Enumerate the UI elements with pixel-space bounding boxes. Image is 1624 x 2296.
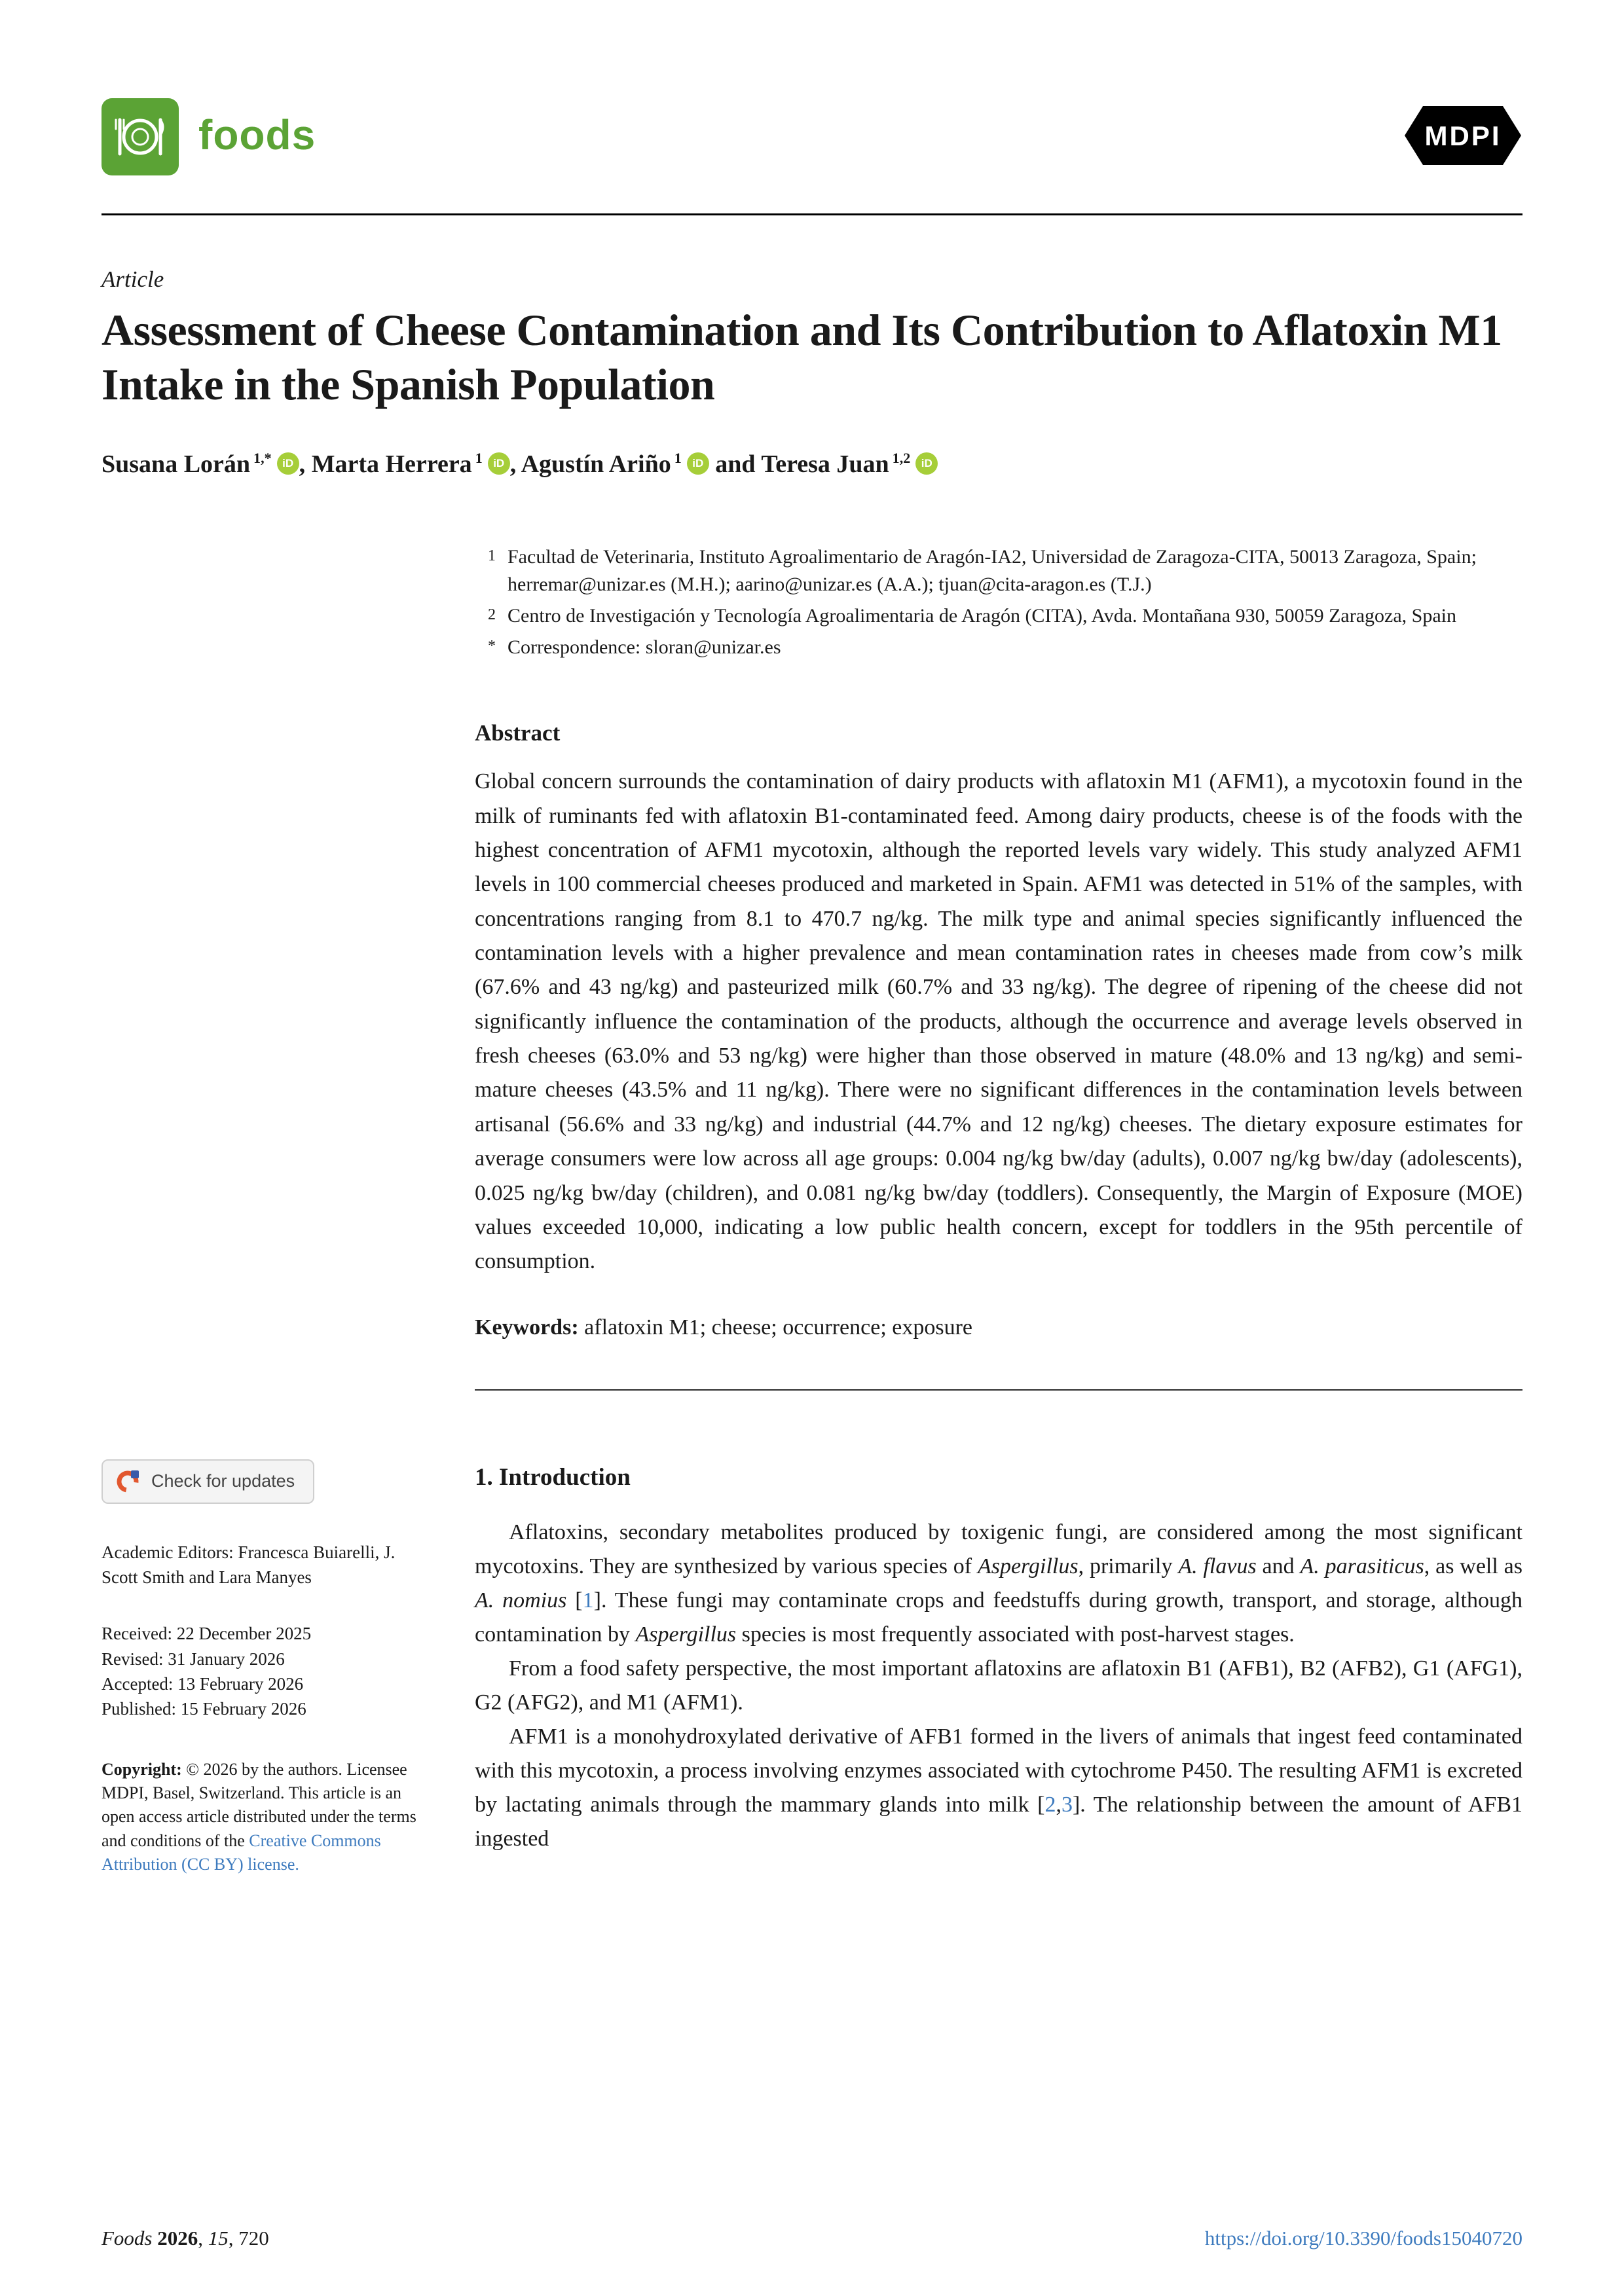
reference-link[interactable]: 1 xyxy=(582,1588,594,1613)
copyright-text: © 2026 by the authors. Licensee MDPI, Basel, Switzerland. This article is an open access article distributed under the terms and conditions of the xyxy=(101,1759,416,1850)
author-affiliation-sup: 1 xyxy=(475,450,483,467)
body-columns xyxy=(101,1459,1522,1877)
keywords-divider xyxy=(475,1389,1522,1391)
author-affiliation-sup: 1 xyxy=(674,450,682,467)
check-for-updates-button[interactable] xyxy=(101,1459,314,1504)
text-segment: 2026 xyxy=(157,2227,198,2250)
cc-by-license-link[interactable]: Creative Commons Attribution (CC BY) license. xyxy=(101,1831,381,1874)
author-separator: , xyxy=(509,450,521,478)
text-segment: , 720 xyxy=(228,2227,269,2250)
author-name: Teresa Juan xyxy=(761,450,889,478)
body-paragraph xyxy=(475,1720,1522,1856)
academic-editors: Academic Editors: Francesca Buiarelli, J. Scott Smith and Lara Manyes xyxy=(101,1542,396,1587)
article-type-label: Article xyxy=(101,266,164,292)
orcid-icon[interactable]: iD xyxy=(488,452,510,475)
keywords-text: aflatoxin M1; cheese; occurrence; exposure xyxy=(578,1315,972,1339)
author-affiliation-sup: 1,2 xyxy=(892,450,911,467)
reference-link[interactable]: 2 xyxy=(1044,1793,1056,1817)
author-separator: , xyxy=(299,450,312,478)
history-date-line: Received: 22 December 2025 xyxy=(101,1624,312,1644)
text-segment: Aspergillus xyxy=(635,1622,737,1647)
footer-citation xyxy=(101,2227,269,2250)
affiliation-label: * xyxy=(488,638,496,655)
author-name: Susana Lorán xyxy=(101,450,251,478)
history-date-line: Published: 15 February 2026 xyxy=(101,1699,306,1719)
affiliation-row xyxy=(475,543,1522,598)
text-segment: , as well as xyxy=(1424,1554,1522,1579)
text-segment: Aflatoxins, secondary metabolites produced by toxigenic fungi, are considered among the most significant mycotoxins. They are synthesized by various species of xyxy=(475,1520,1522,1579)
text-segment: AFM1 is a monohydroxylated derivative of AFB1 formed in the livers of animals that ingest feed contaminated with this mycotoxin, a process involving enzymes associated with cytochrome P450. The resulting AFM1 is excreted by lactating animals through the mammary glands into milk [ xyxy=(475,1724,1522,1817)
author-name: Marta Herrera xyxy=(311,450,472,478)
text-segment: A. parasiticus xyxy=(1300,1554,1424,1579)
history-dates xyxy=(101,1621,429,1721)
affiliation-row xyxy=(475,634,1522,661)
abstract-section xyxy=(475,720,1522,1339)
journal-logo xyxy=(101,98,316,175)
text-segment: , xyxy=(198,2227,208,2250)
affiliation-label: 1 xyxy=(488,547,496,565)
keywords-label: Keywords: xyxy=(475,1315,579,1339)
section-heading-introduction: 1. Introduction xyxy=(475,1463,631,1491)
keywords-line xyxy=(475,1315,1522,1340)
text-segment: 15 xyxy=(208,2227,229,2250)
header xyxy=(101,98,1522,175)
history-date-line: Revised: 31 January 2026 xyxy=(101,1649,285,1669)
body-paragraph xyxy=(475,1652,1522,1720)
copyright-notice xyxy=(101,1758,429,1877)
abstract-heading: Abstract xyxy=(475,720,561,746)
copyright-label: Copyright: xyxy=(101,1759,182,1779)
header-divider xyxy=(101,213,1522,215)
affiliation-text: Facultad de Veterinaria, Instituto Agroalimentario de Aragón-IA2, Universidad de Zaragoza-CITA, 50013 Zaragoza, Spain; herremar@unizar.es (M.H.); aarino@unizar.es (A.A.); tjuan@cita-aragon.es (T.J.) xyxy=(507,546,1477,596)
mdpi-logo-text: MDPI xyxy=(1424,120,1502,151)
orcid-icon[interactable]: iD xyxy=(277,452,299,475)
affiliations xyxy=(475,543,1522,661)
text-segment: A. flavus xyxy=(1178,1554,1257,1579)
text-segment: Foods xyxy=(101,2227,153,2250)
orcid-icon[interactable]: iD xyxy=(687,452,709,475)
footer xyxy=(101,2227,1522,2250)
intro-paragraphs xyxy=(475,1516,1522,1856)
author-affiliation-sup: 1,* xyxy=(253,450,272,467)
sidebar xyxy=(101,1459,429,1877)
orcid-icon[interactable]: iD xyxy=(915,452,938,475)
text-segment: [ xyxy=(566,1588,583,1613)
author-separator: and xyxy=(709,450,762,478)
crossmark-icon xyxy=(115,1468,141,1495)
affiliation-text: Correspondence: sloran@unizar.es xyxy=(507,636,781,659)
affiliation-label: 2 xyxy=(488,606,496,624)
author-line xyxy=(101,448,1522,481)
text-segment: , xyxy=(1056,1793,1061,1817)
text-segment: Aspergillus xyxy=(977,1554,1079,1579)
abstract-text: Global concern surrounds the contamination of dairy products with aflatoxin M1 (AFM1), a mycotoxin found in the milk of ruminants fed with aflatoxin B1-contaminated feed. Among dairy products, cheese is of the foods with the highest concentration of AFM1 mycotoxin, although the reported levels vary widely. This study analyzed AFM1 levels in 100 commercial cheeses produced and marketed in Spain. AFM1 was detected in 51% of the samples, with concentrations ranging from 8.1 to 470.7 ng/kg. The milk type and animal species significantly influenced the contamination levels with a higher prevalence and mean contamination rates in cheeses made from cow’s milk (67.6% and 43 ng/kg) and pasteurized milk (60.7% and 33 ng/kg). The degree of ripening of the cheese did not significantly influence the contamination of the products, although the occurrence and average levels observed in fresh cheeses (63.0% and 53 ng/kg) were higher than those observed in mature (48.0% and 13 ng/kg) and semi-mature cheeses (43.5% and 11 ng/kg). There were no significant differences in the contamination levels between artisanal (56.6% and 33 ng/kg) and industrial (44.7% and 12 ng/kg) cheeses. The dietary exposure estimates for average consumers were low across all age groups: 0.004 ng/kg bw/day (adults), 0.007 ng/kg bw/day (adolescents), 0.025 ng/kg bw/day (children), and 0.081 ng/kg bw/day (toddlers). Consequently, the Margin of Exposure (MOE) values exceeded 10,000, indicating a low public health concern, except for toddlers in the 95th percentile of consumption. xyxy=(475,769,1522,1274)
doi-link[interactable]: https://doi.org/10.3390/foods15040720 xyxy=(1204,2227,1522,2250)
text-segment: A. nomius xyxy=(475,1588,567,1613)
mdpi-logo-icon xyxy=(1403,98,1522,170)
affiliation-row xyxy=(475,602,1522,630)
text-segment: species is most frequently associated with post-harvest stages. xyxy=(736,1622,1295,1647)
article-title: Assessment of Cheese Contamination and Its Contribution to Aflatoxin M1 Intake in the Spanish Population xyxy=(101,305,1502,409)
text-segment: ]. These fungi may contaminate crops and feedstuffs during growth, transport, and storage, although contamination by xyxy=(475,1588,1522,1647)
affiliation-text: Centro de Investigación y Tecnología Agroalimentaria de Aragón (CITA), Avda. Montañana 930, 50059 Zaragoza, Spain xyxy=(507,605,1456,627)
main-column xyxy=(475,1459,1522,1857)
text-segment: ]. The relationship between the amount of AFB1 ingested xyxy=(475,1793,1522,1851)
text-segment: , primarily xyxy=(1078,1554,1179,1579)
text-segment: From a food safety perspective, the most important aflatoxins are aflatoxin B1 (AFB1), B2 (AFB2), G1 (AFG1), G2 (AFG2), and M1 (AFM1). xyxy=(475,1656,1522,1715)
check-for-updates-label: Check for updates xyxy=(151,1471,295,1491)
text-segment: and xyxy=(1256,1554,1301,1579)
author-name: Agustín Ariño xyxy=(521,450,671,478)
journal-name: foods xyxy=(198,111,316,158)
body-paragraph xyxy=(475,1516,1522,1652)
history-date-line: Accepted: 13 February 2026 xyxy=(101,1673,304,1694)
foods-plate-icon xyxy=(101,98,179,175)
reference-link[interactable]: 3 xyxy=(1061,1793,1073,1817)
